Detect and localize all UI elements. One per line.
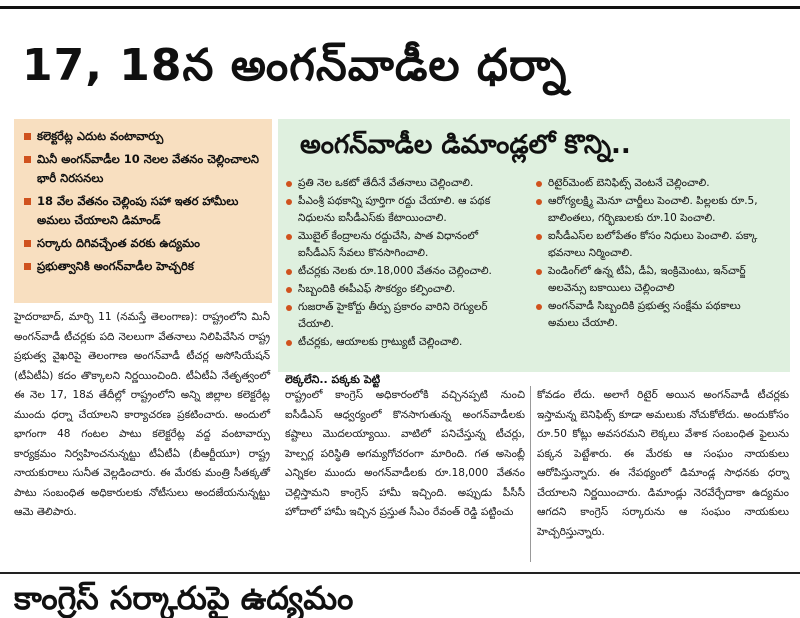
demand-item: ఐసీడీఎస్‌ల బలోపేతం కోసం నిధులు పెంచాలి. పక్కా భవనాలు నిర్మించాలి.	[536, 228, 768, 262]
demand-item: పెండింగ్‌లో ఉన్న టీఏ, డీఏ, ఇంక్రిమెంటు, ఇన్‌చార్జ్ అలవెన్సు బకాయిలు చెల్లించాలి	[536, 263, 768, 297]
demand-item: టీచర్లకు, ఆయాలకు గ్రాట్యుటీ చెల్లించాలి.	[286, 334, 518, 351]
square-bullet-icon	[24, 156, 31, 163]
demand-item: గుజరాత్ హైకోర్టు తీర్పు ప్రకారం వారిని రెగ్యులర్ చేయాలి.	[286, 299, 518, 333]
next-article-headline: కాంగ్రెస్ సర్కారుపై ఉద్యమం	[14, 579, 354, 617]
square-bullet-icon	[24, 240, 31, 247]
headline: 17, 18న అంగన్‌వాడీల ధర్నా	[22, 40, 568, 91]
square-bullet-icon	[24, 133, 31, 140]
column-divider	[530, 386, 531, 562]
dot-bullet-icon	[286, 199, 292, 205]
dot-bullet-icon	[286, 181, 292, 187]
demand-item: టీచర్లకు నెలకు రూ.18,000 వేతనం చెల్లించాలి.	[286, 263, 518, 280]
dot-bullet-icon	[286, 340, 292, 346]
dot-bullet-icon	[536, 234, 542, 240]
demand-item: సిబ్బందికి ఈపీఎఫ్ సౌకర్యం కల్పించాలి.	[286, 281, 518, 298]
demand-item: రిటైర్‌మెంట్ బెనిఫిట్స్ వెంటనే చెల్లించాలి.	[536, 175, 768, 192]
demand-item: ఆరోగ్యలక్ష్మి మెనూ చార్జీలు పెంచాలి. పిల్లలకు రూ.5, బాలింతలు, గర్భిణులకు రూ.10 పెంచాలి.	[536, 193, 768, 227]
bottom-rule	[0, 572, 800, 574]
article-column-3: కోవడం లేదు. అలాగే రిటైర్ అయిన అంగన్‌వాడీ టీచర్లకు ఇస్తామన్న బెనిఫిట్స్ కూడా అమలుకు నోచుకోలేదు. అందుకోసం రూ.50 కోట్లు అవసరమని లెక్కలు వేశాక సంబంధిత ఫైలును పక్కన పెట్టేశారు. ఈ మేరకు ఆ సంఘం నాయకులు ఆరోపిస్తున్నారు. ఈ నేపథ్యంలో డిమాండ్ల సాధనకు ధర్నా చేయాలని నిర్ణయించారు. డిమాండ్లు నెరవేర్చేదాకా ఉద్యమం ఆగదని కాంగ్రెస్ సర్కారును ఆ సంఘం నాయకులు హెచ్చరిస్తున్నారు.	[537, 389, 789, 538]
demand-item: మొబైల్ కేంద్రాలను రద్దుచేసి, పాత విధానంలో ఐసీడీఎస్ సేవలు కొనసాగించాలి.	[286, 228, 518, 262]
highlight-item: సర్కారు దిగివచ్చేంత వరకు ఉద్యమం	[24, 234, 264, 253]
highlight-item: ప్రభుత్వానికి అంగన్‌వాడీల హెచ్చరిక	[24, 257, 264, 276]
highlight-item: 18 వేల వేతనం చెల్లింపు సహా ఇతర హామీలు అమలు చేయాలని డిమాండ్	[24, 192, 264, 230]
article-column-1: హైదరాబాద్, మార్చి 11 (నమస్తే తెలంగాణ): రాష్ట్రంలోని మినీ అంగన్‌వాడీ టీచర్లకు పది నెలలుగా వేతనాలు నిలిపివేసిన రాష్ట్ర ప్రభుత్వ వైఖరిపై తెలంగాణ అంగన్‌వాడీ టీచర్ల అసోసియేషన్ (టీఏటీఏ) కదం తొక్కాలని నిర్ణయించింది. టీఏటీఏ నేతృత్వంలో ఈ నెల 17, 18వ తేదీల్లో రాష్ట్రంలోని అన్ని జిల్లాల కలెక్టరేట్ల ముందు ధర్నా చేయాలని కార్యాచరణ ప్రకటించారు. అందులో భాగంగా 48 గంటల పాటు కలెక్టరేట్ల వద్ద వంటావార్పు కార్యక్రమం నిర్వహించనున్నట్టు టీఏటీఏ (బీఆర్టీయూ) రాష్ట్ర నాయకురాలు సునీత వెల్లడించారు. ఈ మేరకు మంత్రి సీతక్కతో పాటు సంబంధిత అధికారులకు నోటీసులు అందజేయనున్నట్టు ఆమె తెలిపారు.	[14, 311, 270, 518]
highlight-item: కలెక్టరేట్ల ఎదుట వంటావార్పు	[24, 127, 264, 146]
demands-box	[278, 119, 790, 372]
highlight-item: మినీ అంగన్‌వాడీల 10 నెలల వేతనం చెల్లించాలని భారీ నిరసనలు	[24, 150, 264, 188]
demand-item: ప్రతి నెల ఒకటో తేదీనే వేతనాలు చెల్లించాలి.	[286, 175, 518, 192]
demand-item: పీఎంశ్రీ పథకాన్ని పూర్తిగా రద్దు చేయాలి. ఆ పథక నిధులను ఐసీడీఎస్‌కు కేటాయించాలి.	[286, 193, 518, 227]
dot-bullet-icon	[286, 287, 292, 293]
article-column-2: రాష్ట్రంలో కాంగ్రెస్ అధికారంలోకి వచ్చినప్పటి నుంచి ఐసీడీఎస్ ఆధ్వర్యంలో కొనసాగుతున్న అంగన్‌వాడీలకు కష్టాలు మొదలయ్యాయి. వాటిలో పనిచేస్తున్న టీచర్లు, హెల్పర్ల పరిస్థితి అగమ్యగోచరంగా మారింది. గత అసెంబ్లీ ఎన్నికల ముందు అంగన్‌వాడీలకు రూ.18,000 వేతనం చెల్లిస్తామని కాంగ్రెస్ హామీ ఇచ్చింది. అప్పుడు పీసీసీ హోదాలో హామీ ఇచ్చిన ప్రస్తుత సీఎం రేవంత్ రెడ్డి పట్టించు	[285, 389, 525, 518]
demands-left-column	[286, 175, 518, 352]
top-rule	[0, 6, 800, 9]
dot-bullet-icon	[286, 234, 292, 240]
square-bullet-icon	[24, 263, 31, 270]
demands-title: అంగన్‌వాడీల డిమాండ్లలో కొన్ని..	[300, 130, 631, 160]
dot-bullet-icon	[536, 304, 542, 310]
demand-item: అంగన్‌వాడీ సిబ్బందికి ప్రభుత్వ సంక్షేమ పథకాలు అమలు చేయాలి.	[536, 298, 768, 332]
article-subhead: లెక్కలేని.. పక్కకు పెట్టి	[285, 373, 381, 386]
demands-right-column	[536, 175, 768, 333]
dot-bullet-icon	[286, 305, 292, 311]
dot-bullet-icon	[536, 269, 542, 275]
dot-bullet-icon	[536, 181, 542, 187]
dot-bullet-icon	[286, 269, 292, 275]
dot-bullet-icon	[536, 199, 542, 205]
highlights-box	[14, 119, 272, 303]
square-bullet-icon	[24, 198, 31, 205]
